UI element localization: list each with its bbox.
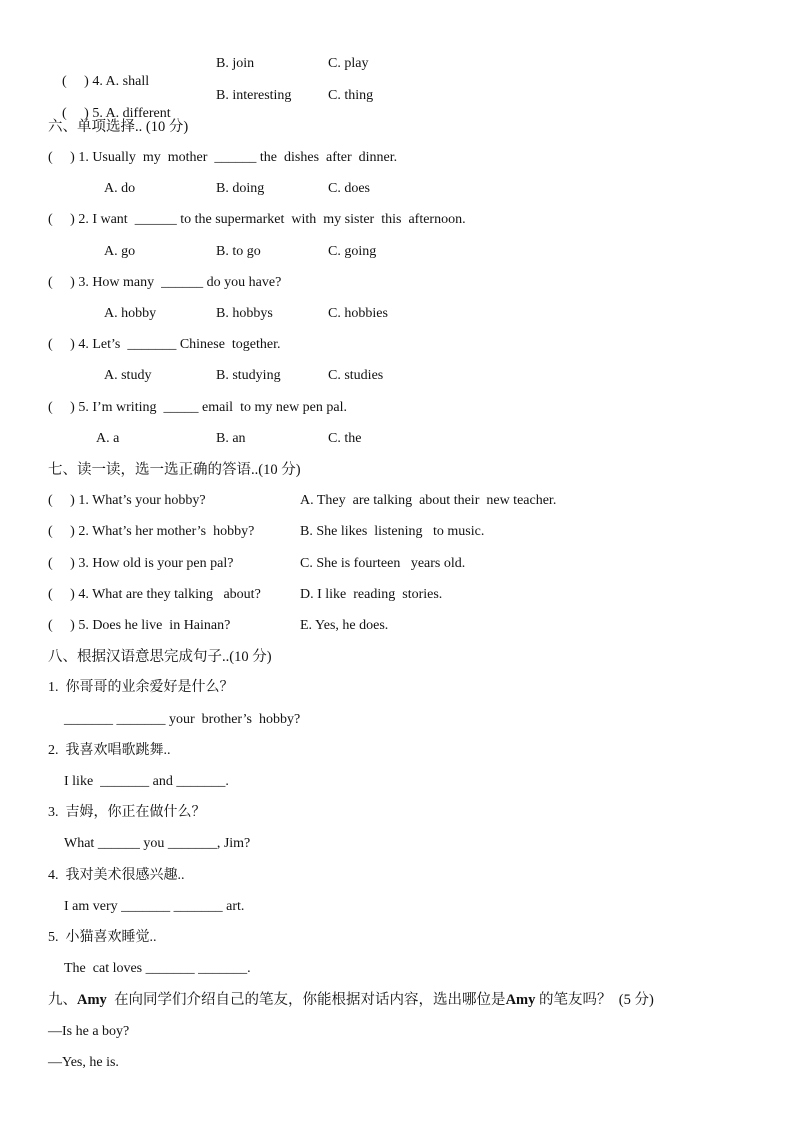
sec6-q3-option-a: A. hobby xyxy=(104,306,157,321)
sec7-a3: C. She is fourteen years old. xyxy=(300,556,466,571)
sec9-heading-post: 的笔友吗？ (5 分) xyxy=(535,992,654,1008)
sec8-item1-en: _______ _______ your brother’s hobby? xyxy=(64,712,301,727)
sec6-q1-stem: ( ) 1. Usually my mother ______ the dishes after dinner. xyxy=(48,150,398,165)
sec7-heading: 七、读一读，选一选正确的答语..(10 分) xyxy=(48,462,301,478)
sec9-dialogue-2: —Yes, he is. xyxy=(48,1055,119,1070)
sec6-q2-stem: ( ) 2. I want ______ to the supermarket with my sister this afternoon. xyxy=(48,212,466,227)
sec9-heading-name2: Amy xyxy=(505,992,536,1008)
sec6-q2-option-a: A. go xyxy=(104,244,136,259)
sec5-q5-option-b: B. interesting xyxy=(216,88,292,103)
sec6-q4-option-c: C. studies xyxy=(328,368,384,383)
sec6-q5-option-c: C. the xyxy=(328,431,362,446)
sec7-q4: ( ) 4. What are they talking about? xyxy=(48,587,261,602)
sec9-heading-prefix: 九、 xyxy=(48,992,77,1008)
sec8-item3-cn: 3. 吉姆，你正在做什么？ xyxy=(48,805,206,820)
sec6-q3-stem: ( ) 3. How many ______ do you have? xyxy=(48,275,282,290)
sec8-item1-cn: 1. 你哥哥的业余爱好是什么？ xyxy=(48,680,234,695)
sec7-a5: E. Yes, he does. xyxy=(300,618,389,633)
sec6-q3-option-b: B. hobbys xyxy=(216,306,273,321)
sec6-q1-option-a: A. do xyxy=(104,181,136,196)
sec9-heading-mid: 在向同学们介绍自己的笔友，你能根据对话内容，选出哪位是 xyxy=(106,992,506,1008)
sec6-q3-option-c: C. hobbies xyxy=(328,306,388,321)
sec6-q5-option-b: B. an xyxy=(216,431,246,446)
sec6-q1-option-b: B. doing xyxy=(216,181,265,196)
sec6-heading: 六、单项选择.. (10 分) xyxy=(48,119,189,135)
sec7-q5: ( ) 5. Does he live in Hainan? xyxy=(48,618,231,633)
sec6-q4-option-b: B. studying xyxy=(216,368,281,383)
sec6-q4-option-a: A. study xyxy=(104,368,152,383)
sec7-q2: ( ) 2. What’s her mother’s hobby? xyxy=(48,524,255,539)
sec8-item5-cn: 5. 小猫喜欢睡觉.. xyxy=(48,930,157,945)
sec6-q5-stem: ( ) 5. I’m writing _____ email to my new pen pal. xyxy=(48,400,347,415)
sec8-item4-en: I am very _______ _______ art. xyxy=(64,899,245,914)
sec8-heading: 八、根据汉语意思完成句子..(10 分) xyxy=(48,649,272,665)
sec8-item2-cn: 2. 我喜欢唱歌跳舞.. xyxy=(48,743,171,758)
sec7-q1: ( ) 1. What’s your hobby? xyxy=(48,493,206,508)
sec7-a4: D. I like reading stories. xyxy=(300,587,443,602)
sec7-a1: A. They are talking about their new teacher. xyxy=(300,493,557,508)
sec8-item2-en: I like _______ and _______. xyxy=(64,774,229,789)
sec8-item5-en: The cat loves _______ _______. xyxy=(64,961,251,976)
sec8-item4-cn: 4. 我对美术很感兴趣.. xyxy=(48,868,185,883)
sec8-item3-en: What ______ you _______, Jim? xyxy=(64,836,251,851)
sec5-q5-stem: ( ) 5. A. different xyxy=(62,106,171,121)
sec9-heading xyxy=(48,991,654,1009)
sec6-q1-option-c: C. does xyxy=(328,181,370,196)
sec6-q2-option-b: B. to go xyxy=(216,244,261,259)
sec7-q3: ( ) 3. How old is your pen pal? xyxy=(48,556,234,571)
sec6-q4-stem: ( ) 4. Let’s _______ Chinese together. xyxy=(48,337,281,352)
sec9-heading-name1: Amy xyxy=(77,992,107,1008)
sec5-q4-option-b: B. join xyxy=(216,56,255,71)
sec5-q4-option-c: C. play xyxy=(328,56,369,71)
sec9-dialogue-1: —Is he a boy? xyxy=(48,1024,130,1039)
sec6-q5-option-a: A. a xyxy=(96,431,120,446)
sec7-a2: B. She likes listening to music. xyxy=(300,524,485,539)
sec5-q5-option-c: C. thing xyxy=(328,88,374,103)
sec6-q2-option-c: C. going xyxy=(328,244,377,259)
sec5-q4-stem: ( ) 4. A. shall xyxy=(62,74,150,89)
